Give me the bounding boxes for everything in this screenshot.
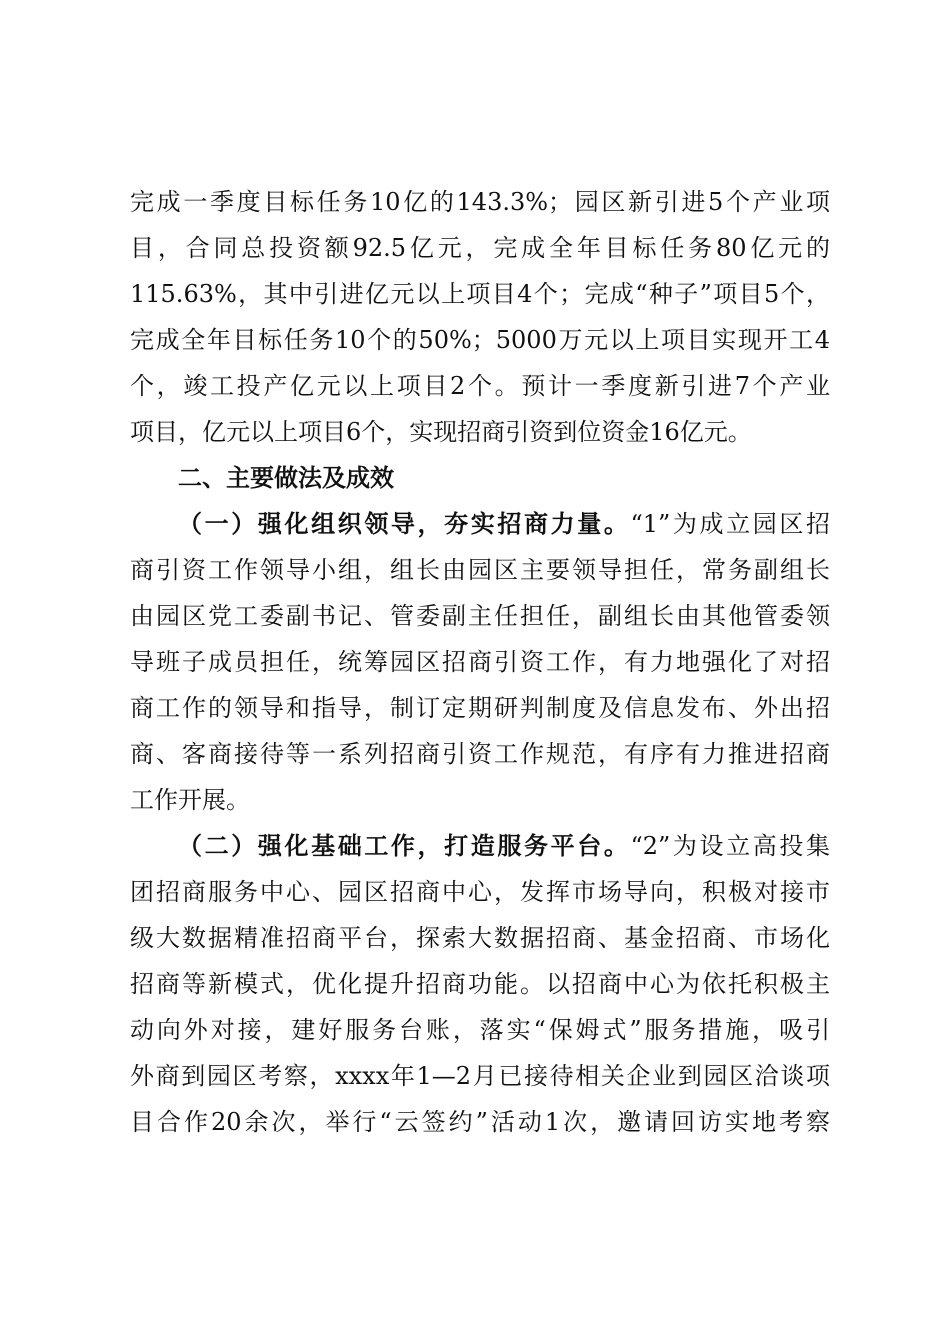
body-text-line: 目合作20余次，举行“云签约”活动1次，邀请回访实地考察 xyxy=(130,1108,830,1136)
body-text-line: 级大数据精准招商平台，探索大数据招商、基金招商、市场化 xyxy=(130,924,830,952)
paragraph-title: （一）强化组织领导，夯实招商力量。 xyxy=(178,509,631,538)
body-text-line: 外商到园区考察，xxxx年1—2月已接待相关企业到园区洽谈项 xyxy=(130,1062,830,1090)
paragraph-text: “2”为设立高投集 xyxy=(630,832,831,860)
section-heading: 二、主要做法及成效 xyxy=(178,464,394,492)
body-text-line: 商、客商接待等一系列招商引资工作规范，有序有力推进招商 xyxy=(130,740,830,768)
body-text-line: 个，竣工投产亿元以上项目2个。预计一季度新引进7个产业 xyxy=(130,372,830,400)
body-text-line: 115.63%，其中引进亿元以上项目4个；完成“种子”项目5个， xyxy=(130,280,830,308)
body-text-line: 由园区党工委副书记、管委副主任担任，副组长由其他管委领 xyxy=(130,602,830,630)
body-text-line: 工作开展。 xyxy=(130,786,250,814)
paragraph-title: （二）强化基础工作，打造服务平台。 xyxy=(178,831,631,860)
body-text-line: 团招商服务中心、园区招商中心，发挥市场导向，积极对接市 xyxy=(130,878,830,906)
body-text-line: 项目，亿元以上项目6个，实现招商引资到位资金16亿元。 xyxy=(130,418,752,446)
body-text-line: 动向外对接，建好服务台账，落实“保姆式”服务措施，吸引 xyxy=(130,1016,830,1044)
body-text-line: 目，合同总投资额92.5亿元，完成全年目标任务80亿元的 xyxy=(130,234,830,262)
body-text-line: 完成全年目标任务10个的50%；5000万元以上项目实现开工4 xyxy=(130,326,830,354)
body-text-line: 商工作的领导和指导，制订定期研判制度及信息发布、外出招 xyxy=(130,694,830,722)
body-text-line: 导班子成员担任，统筹园区招商引资工作，有力地强化了对招 xyxy=(130,648,830,676)
paragraph-first-line xyxy=(178,831,830,861)
body-text-line: 商引资工作领导小组，组长由园区主要领导担任，常务副组长 xyxy=(130,556,830,584)
body-text-line: 招商等新模式，优化提升招商功能。以招商中心为依托积极主 xyxy=(130,970,830,998)
paragraph-text: “1”为成立园区招 xyxy=(630,510,831,538)
paragraph-first-line xyxy=(178,509,830,539)
body-text-line: 完成一季度目标任务10亿的143.3%；园区新引进5个产业项 xyxy=(130,188,830,216)
